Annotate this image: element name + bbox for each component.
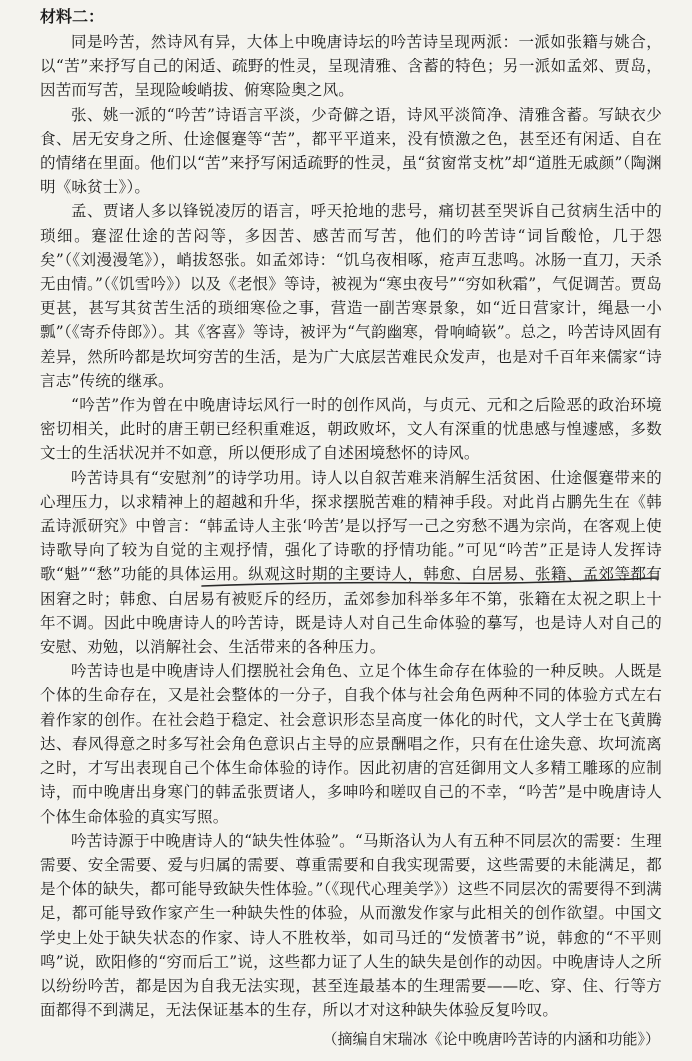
paragraph-5: 吟苦诗具有“安慰剂”的诗学功用。诗人以自叙苦难来消解生活贫困、仕途偃蹇带来的心理压力，以求精神上的超越和升华，探求摆脱苦难的精神手段。对此肖占鹏先生在《韩孟诗派研究》中曾言：“韩孟诗人主张‘吟苦’是以抒写一己之穷愁不遇为宗尚，在客观上使诗歌导向了较为自觉的主观抒情，强化了诗歌的抒情功能。”可见“吟苦”正是诗人发挥诗歌“魁”“愁”功能的具体运用。纵观这时期的主要诗人，韩愈、白居易、张籍、孟郊等都有困窘之时；韩愈、白居易有被贬斥的经历，孟郊参加科举多年不第，张籍在太祝之职上十年不调。因此中晚唐诗人的吟苦诗，既是诗人对自己生命体验的摹写，也是诗人对自己的安慰、劝勉，以消解社会、生活带来的各种压力。 (40, 468, 662, 657)
source-citation: （摘编自宋瑞冰《论中晚唐吟苦诗的内涵和功能》） (322, 1030, 660, 1049)
paragraph-4: “吟苦”作为曾在中晚唐诗坛风行一时的创作风尚，与贞元、元和之后险恶的政治环境密切相关，此时的唐王朝已经积重难返，朝政败坏，文人有深重的忧患感与惶遽感，多数文士的生活状况并不如意，所以便形成了自述困境愁怀的诗风。 (40, 396, 662, 463)
paragraph-7: 吟苦诗源于中晚唐诗人的“缺失性体验”。“马斯洛认为人有五种不同层次的需要：生理需要、安全需要、爱与归属的需要、尊重需要和自我实现需要，这些需要的未能满足，都是个体的缺失，都可能导致缺失性体验。”（《现代心理美学》）这些不同层次的需要得不到满足，都可能导致作家产生一种缺失性的体验，从而激发作家与此相关的创作欲望。中国文学史上处于缺失状态的作家、诗人不胜枚举，如司马迁的“发愤著书”说，韩愈的“不平则鸣”说，欧阳修的“穷而后工”说，这些都力证了人生的缺失是创作的动因。中晚唐诗人之所以纷纷吟苦，都是因为自我无法实现，甚至连最基本的生理需要——吃、穿、住、行等方面都得不到满足，无法保证基本的生存，所以才对这种缺失体验反复吟叹。 (40, 831, 662, 1020)
paragraph-6: 吟苦诗也是中晚唐诗人们摆脱社会角色、立足个体生命存在体验的一种反映。人既是个体的生命存在，又是社会整体的一分子，自我个体与社会角色两种不同的体验方式左右着作家的创作。在社会趋于稳定、社会意识形态呈高度一体化的时代，文人学士在飞黄腾达、春风得意之时多写社会角色意识占主导的应景酬唱之作，只有在仕途失意、坎坷流离之时，才写出表现自己个体生命体验的诗作。因此初唐的宫廷御用文人多精工雕琢的应制诗，而中晚唐出身寒门的韩孟张贾诸人，多呻吟和嗟叹自己的不幸，“吟苦”是中晚唐诗人个体生命体验的真实写照。 (40, 662, 662, 826)
paragraph-2: 张、姚一派的“吟苦”诗语言平淡，少奇僻之语，诗风平淡简净、清雅含蓄。写缺衣少食、居无安身之所、仕途偃蹇等“苦”，都平平道来，没有愤激之色，甚至还有闲适、自在的情绪在里面。他们以“苦”来抒写闲适疏野的性灵，虽“贫窗常支枕”却“道胜无戚颜”（陶渊明《咏贫士》）。 (40, 105, 662, 197)
paragraph-3: 孟、贾诸人多以锋锐凌厉的语言，呼天抢地的悲号，痛切甚至哭诉自己贫病生活中的琐细。蹇涩仕途的苦闷等，多因苦、感苦而写苦，他们的吟苦诗“词旨酸怆，几于怨矣”（《刘漫漫笔》），峭拔怒张。如孟郊诗：“饥乌夜相啄，疮声互悲鸣。冰肠一直刀，天杀无由情。”（《饥雪吟》）以及《老恨》等诗，被视为“寒虫夜号”“穷如秋霜”，气促调苦。贾岛更甚，甚写其贫苦生活的琐细寒俭之事，营造一副苦寒景象，如“近日营家计，绳悬一小瓢”（《寄乔侍郎》）。其《客喜》等诗，被评为“气韵幽寒，骨响崎嵚”。总之，吟苦诗风固有差异，然所吟都是坎坷穷苦的生活，是为广大底层苦难民众发声，也是对千百年来儒家“诗言志”传统的继承。 (40, 202, 662, 390)
section-heading: 材料二： (40, 7, 105, 26)
paragraph-1: 同是吟苦，然诗风有异，大体上中晚唐诗坛的吟苦诗呈现两派：一派如张籍与姚合，以“苦”来抒写自己的闲适、疏野的性灵，呈现清雅、含蓄的特色；另一派如孟郊、贾岛，因苦而写苦，呈现险峻峭拔、俯寒险奥之风。 (40, 33, 662, 100)
